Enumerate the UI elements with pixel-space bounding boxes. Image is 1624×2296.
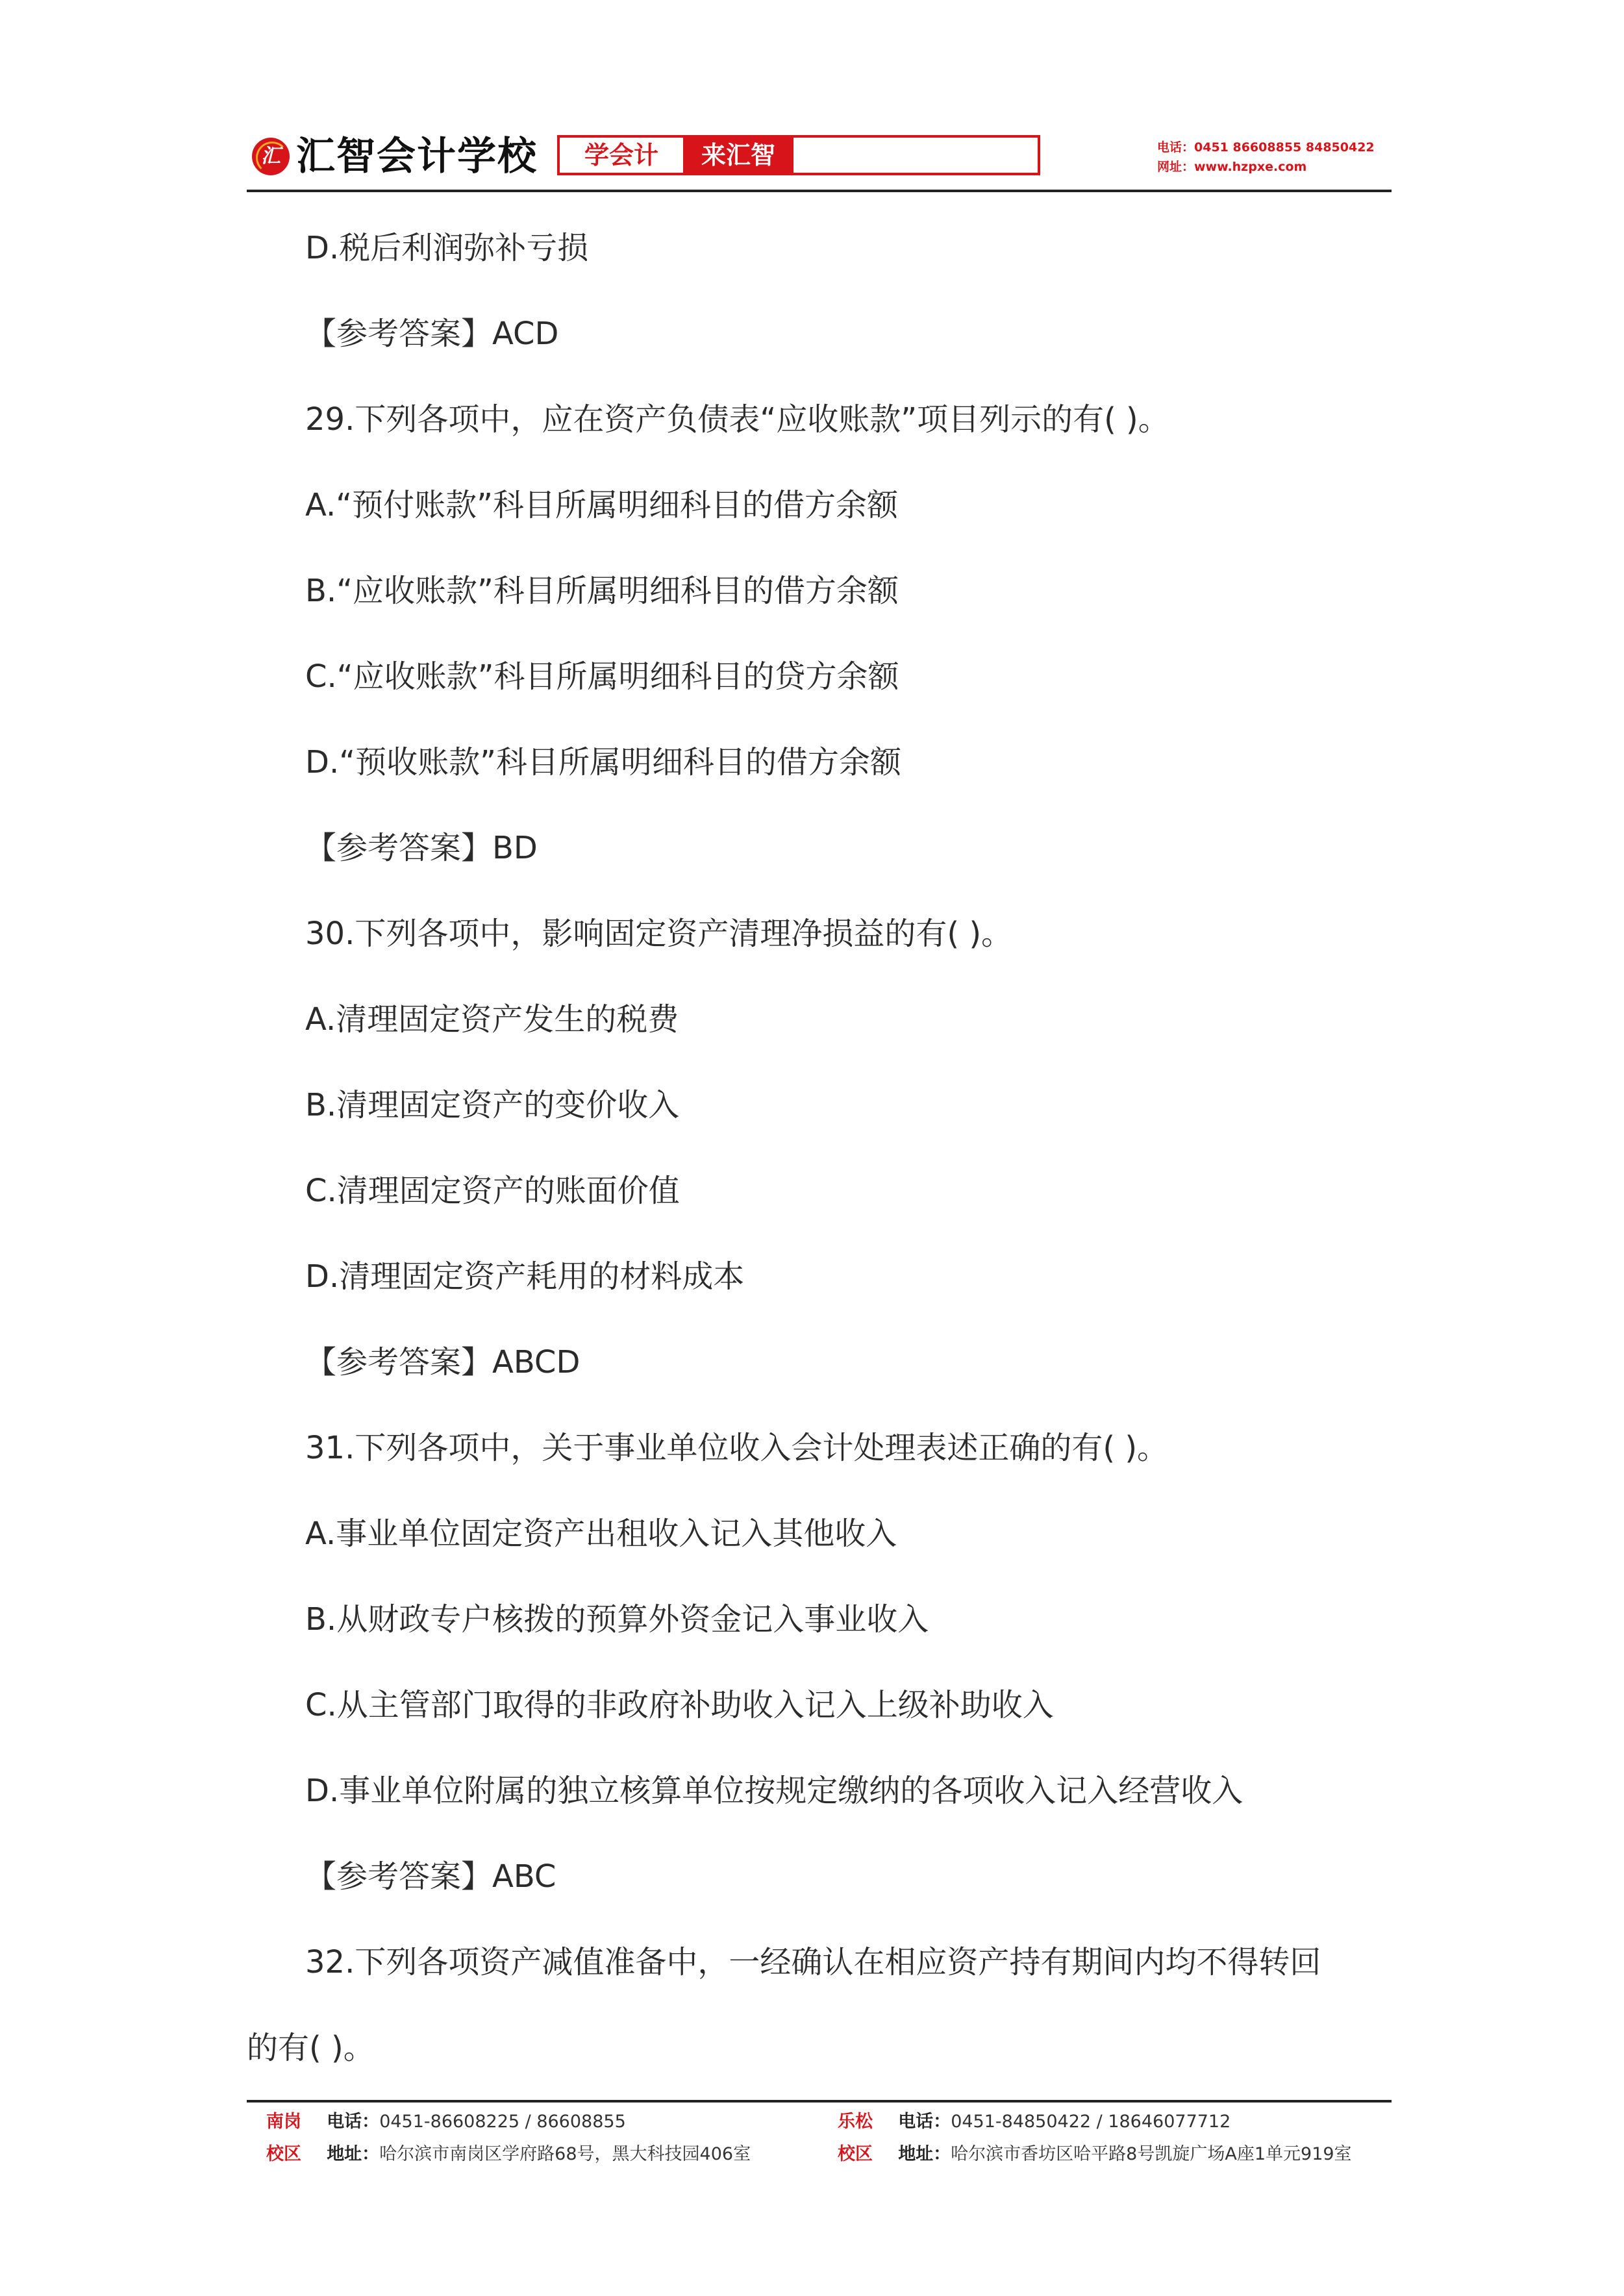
footer-right-address-row <box>838 2138 1352 2171</box>
footer-right-phone-row <box>838 2106 1230 2138</box>
campus-label-right: 校区 <box>838 2144 873 2164</box>
header-website: 网址：www.hzpxe.com <box>1157 160 1307 174</box>
option-line: C.“应收账款”科目所属明细科目的贷方余额 <box>305 658 899 695</box>
option-line: C.清理固定资产的账面价值 <box>305 1173 680 1209</box>
option-line: D.“预收账款”科目所属明细科目的借方余额 <box>305 744 901 780</box>
answer-line: 【参考答案】ABCD <box>305 1344 581 1380</box>
campus-label-left: 校区 <box>266 2144 301 2164</box>
slogan-spacer <box>793 138 1038 173</box>
question-line-continued: 的有( )。 <box>247 2030 375 2066</box>
footer-right-address: 哈尔滨市香坊区哈平路8号凯旋广场A座1单元919室 <box>951 2144 1352 2164</box>
header-contact <box>1157 138 1375 177</box>
answer-line: 【参考答案】ABC <box>305 1858 556 1895</box>
option-line: B.从财政专户核拨的预算外资金记入事业收入 <box>305 1601 929 1638</box>
slogan-right: 来汇智 <box>683 138 793 173</box>
option-line: D.清理固定资产耗用的材料成本 <box>305 1258 745 1295</box>
question-line: 32.下列各项资产减值准备中，一经确认在相应资产持有期间内均不得转回 <box>305 1944 1321 1980</box>
answer-line: 【参考答案】ACD <box>305 316 559 352</box>
school-name: 汇智会计学校 <box>296 134 538 179</box>
header-phone: 电话：0451 86608855 84850422 <box>1157 140 1375 155</box>
option-line: D.税后利润弥补亏损 <box>305 230 589 266</box>
footer-left-address-label: 地址： <box>327 2144 380 2164</box>
footer-left-address: 哈尔滨市南岗区学府路68号，黑大科技园406室 <box>379 2144 751 2164</box>
option-line: A.“预付账款”科目所属明细科目的借方余额 <box>305 487 898 523</box>
header-divider <box>247 190 1392 192</box>
campus-name-left: 南岗 <box>266 2112 301 2132</box>
footer-right-phone-label: 电话： <box>898 2112 951 2132</box>
question-line: 31.下列各项中，关于事业单位收入会计处理表述正确的有( )。 <box>305 1430 1169 1466</box>
page-header <box>247 123 1390 195</box>
footer-right-phone: 0451-84850422 / 18646077712 <box>951 2112 1231 2132</box>
footer-left-phone: 0451-86608225 / 86608855 <box>379 2112 626 2132</box>
slogan-left: 学会计 <box>560 138 683 173</box>
question-line: 29.下列各项中，应在资产负债表“应收账款”项目列示的有( )。 <box>305 401 1169 438</box>
footer-right-address-label: 地址： <box>898 2144 951 2164</box>
option-line: B.“应收账款”科目所属明细科目的借方余额 <box>305 573 899 609</box>
option-line: B.清理固定资产的变价收入 <box>305 1087 680 1123</box>
slogan-box <box>557 135 1040 175</box>
option-line: C.从主管部门取得的非政府补助收入记入上级补助收入 <box>305 1687 1054 1723</box>
option-line: A.事业单位固定资产出租收入记入其他收入 <box>305 1516 897 1552</box>
option-line: A.清理固定资产发生的税费 <box>305 1001 679 1038</box>
campus-name-right: 乐松 <box>838 2112 873 2132</box>
answer-line: 【参考答案】BD <box>305 830 538 866</box>
footer-left-address-row <box>266 2138 751 2171</box>
school-logo-icon: 汇 <box>252 138 290 175</box>
footer-left-phone-row <box>266 2106 626 2138</box>
footer-left-phone-label: 电话： <box>327 2112 380 2132</box>
question-line: 30.下列各项中，影响固定资产清理净损益的有( )。 <box>305 916 1013 952</box>
option-line: D.事业单位附属的独立核算单位按规定缴纳的各项收入记入经营收入 <box>305 1773 1243 1809</box>
footer-divider <box>247 2100 1392 2103</box>
